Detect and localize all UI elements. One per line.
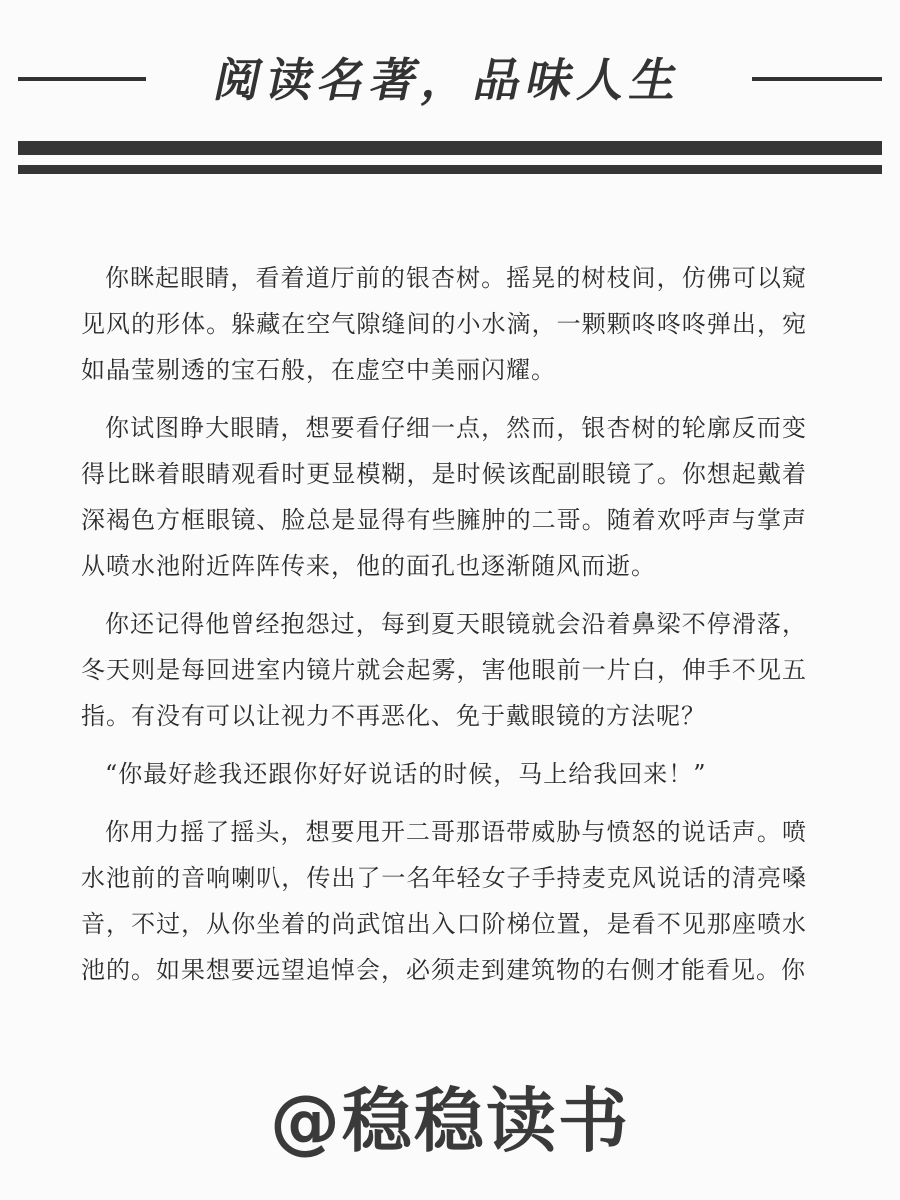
paragraph-2: 你试图睁大眼睛，想要看仔细一点，然而，银杏树的轮廓反而变得比眯着眼睛观看时更显模糊，是时候该配副眼镜了。你想起戴着深褐色方框眼镜、脸总是显得有些臃肿的二哥。随着欢呼声与掌声从喷水池附近阵阵传来，他的面孔也逐渐随风而逝。 <box>81 414 807 580</box>
header-thin-bar <box>18 165 882 174</box>
header-thick-bar <box>18 141 882 155</box>
watermark-handle: @稳稳读书 <box>270 1080 630 1162</box>
header-left-rule <box>18 77 146 81</box>
page-header <box>0 40 900 120</box>
paragraph-1: 你眯起眼睛，看着道厅前的银杏树。摇晃的树枝间，仿佛可以窥见风的形体。躲藏在空气隙缝间的小水滴，一颗颗咚咚咚弹出，宛如晶莹剔透的宝石般，在虚空中美丽闪耀。 <box>81 264 807 384</box>
paragraph-5: 你用力摇了摇头，想要甩开二哥那语带威胁与愤怒的说话声。喷水池前的音响喇叭，传出了一名年轻女子手持麦克风说话的清亮嗓音，不过，从你坐着的尚武馆出入口阶梯位置，是看不见那座喷水池的。如果想要远望追悼会，必须走到建筑物的右侧才能看见。你 <box>81 818 807 984</box>
paragraph-4-quote: “你最好趁我还跟你好好说话的时候，马上给我回来！” <box>105 760 707 788</box>
article-body <box>81 255 807 1005</box>
paragraph-3: 你还记得他曾经抱怨过，每到夏天眼镜就会沿着鼻梁不停滑落，冬天则是每回进室内镜片就会起雾，害他眼前一片白，伸手不见五指。有没有可以让视力不再恶化、免于戴眼镜的方法呢？ <box>81 610 807 730</box>
header-title: 阅读名著，品味人生 <box>209 53 690 107</box>
header-right-rule <box>752 77 882 81</box>
